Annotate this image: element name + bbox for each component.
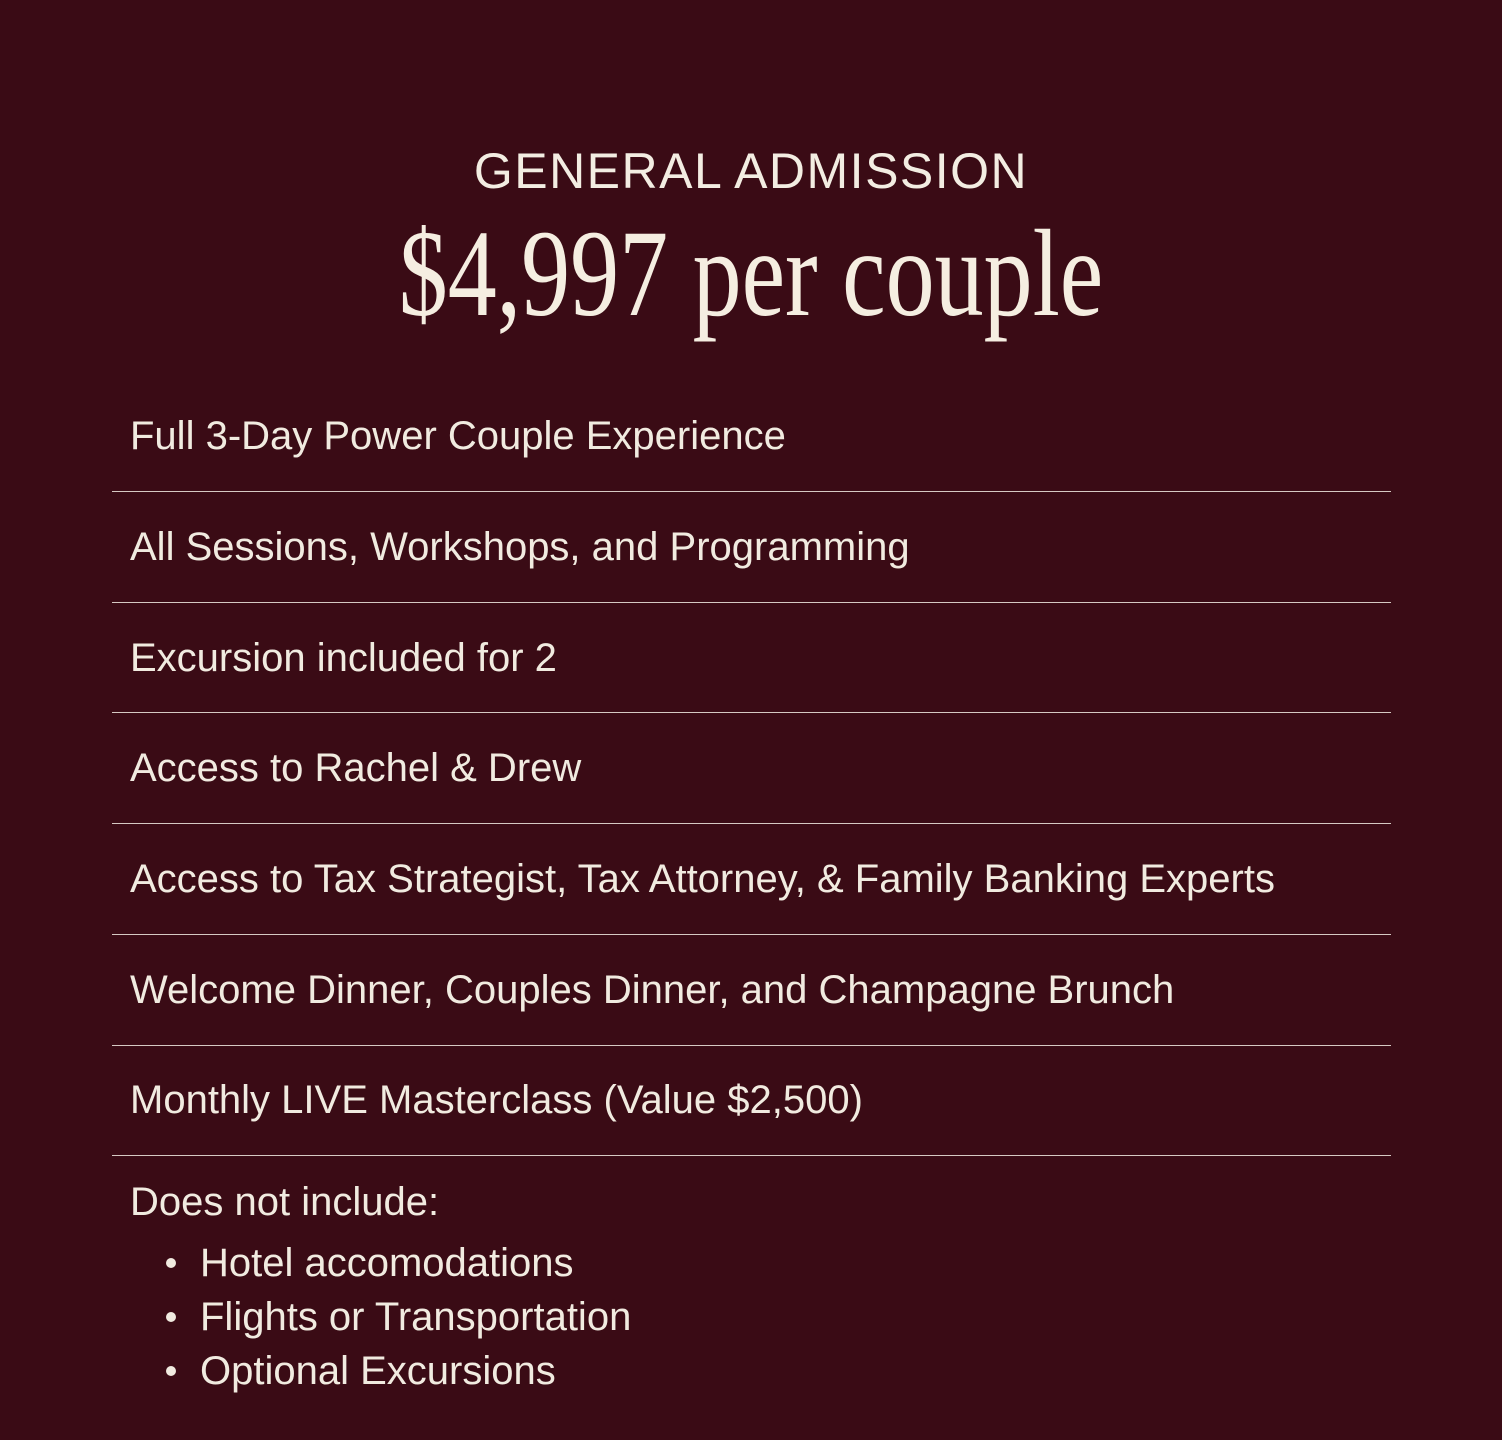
price-text: $4,997 per couple [398, 205, 1104, 342]
feature-item [112, 603, 1391, 714]
feature-item [112, 1046, 1391, 1157]
exclusions-section [130, 1176, 1391, 1398]
feature-item-label: Full 3-Day Power Couple Experience [130, 414, 786, 459]
feature-item-label: Welcome Dinner, Couples Dinner, and Champagne Brunch [130, 967, 1175, 1012]
exclusion-item [130, 1344, 1391, 1398]
exclusions-list [130, 1236, 1391, 1398]
exclusion-item-label: Hotel accomodations [200, 1240, 574, 1285]
features-list [112, 381, 1391, 1156]
bullet-icon [166, 1366, 176, 1376]
bullet-icon [166, 1258, 176, 1268]
feature-item [112, 935, 1391, 1046]
exclusion-item-label: Optional Excursions [200, 1348, 556, 1393]
exclusion-item [130, 1236, 1391, 1290]
exclusions-title: Does not include: [130, 1180, 440, 1225]
tier-title: GENERAL ADMISSION [473, 143, 1029, 199]
exclusion-item [130, 1290, 1391, 1344]
feature-item-label: All Sessions, Workshops, and Programming [130, 524, 910, 569]
feature-item-label: Monthly LIVE Masterclass (Value $2,500) [130, 1078, 863, 1123]
bullet-icon [166, 1312, 176, 1322]
feature-item-label: Access to Tax Strategist, Tax Attorney, & Family Banking Experts [130, 856, 1275, 901]
feature-item [112, 824, 1391, 935]
feature-item-label: Excursion included for 2 [130, 635, 557, 680]
feature-item [112, 381, 1391, 492]
feature-item [112, 713, 1391, 824]
feature-item [112, 492, 1391, 603]
exclusion-item-label: Flights or Transportation [200, 1294, 632, 1339]
pricing-header [0, 143, 1502, 342]
feature-item-label: Access to Rachel & Drew [130, 746, 582, 791]
pricing-card [0, 143, 1502, 1440]
